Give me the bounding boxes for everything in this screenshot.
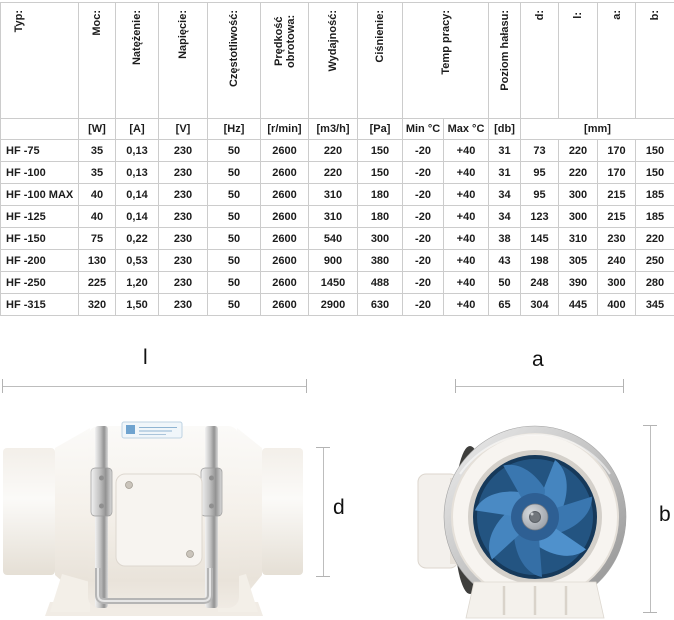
cell: 75 bbox=[79, 228, 116, 250]
unit-cell: Max °C bbox=[444, 119, 489, 140]
cell: 215 bbox=[598, 206, 636, 228]
cell: 1,20 bbox=[116, 272, 159, 294]
cell: 300 bbox=[559, 206, 598, 228]
cell: 1,50 bbox=[116, 294, 159, 316]
cell: 230 bbox=[159, 294, 208, 316]
cell: 180 bbox=[358, 184, 403, 206]
fan-front-view-image bbox=[408, 412, 658, 620]
cell: 50 bbox=[208, 184, 261, 206]
dim-line-a bbox=[455, 386, 624, 387]
cell: 250 bbox=[636, 250, 674, 272]
cell: 185 bbox=[636, 184, 674, 206]
cell: 380 bbox=[358, 250, 403, 272]
cell: +40 bbox=[444, 294, 489, 316]
cell: 220 bbox=[636, 228, 674, 250]
unit-cell: [W] bbox=[79, 119, 116, 140]
dim-tick bbox=[316, 447, 330, 448]
cell: 345 bbox=[636, 294, 674, 316]
cell: 2600 bbox=[261, 162, 309, 184]
table-row bbox=[1, 140, 674, 162]
unit-cell: [m3/h] bbox=[309, 119, 358, 140]
cell: 31 bbox=[489, 140, 521, 162]
cell: -20 bbox=[403, 250, 444, 272]
cell: 300 bbox=[598, 272, 636, 294]
unit-cell: [V] bbox=[159, 119, 208, 140]
cell: 230 bbox=[159, 228, 208, 250]
cell: 2600 bbox=[261, 272, 309, 294]
cell: 230 bbox=[159, 184, 208, 206]
cell: 35 bbox=[79, 140, 116, 162]
cell: 50 bbox=[208, 140, 261, 162]
cell: 215 bbox=[598, 184, 636, 206]
table-row bbox=[1, 162, 674, 184]
col-header-a: a: bbox=[598, 3, 636, 119]
cell: 95 bbox=[521, 162, 559, 184]
cell: 150 bbox=[358, 140, 403, 162]
cell: 540 bbox=[309, 228, 358, 250]
cell: 123 bbox=[521, 206, 559, 228]
cell: 0,14 bbox=[116, 206, 159, 228]
col-header-natezenie: Natężenie: bbox=[116, 3, 159, 119]
dim-label-b: b bbox=[659, 503, 671, 526]
cell: -20 bbox=[403, 184, 444, 206]
cell: 220 bbox=[559, 162, 598, 184]
cell: 0,22 bbox=[116, 228, 159, 250]
cell-typ: HF -75 bbox=[1, 140, 79, 162]
cell-typ: HF -200 bbox=[1, 250, 79, 272]
cell: 280 bbox=[636, 272, 674, 294]
dim-label-d: d bbox=[333, 496, 345, 519]
cell: 300 bbox=[358, 228, 403, 250]
cell: 220 bbox=[309, 162, 358, 184]
unit-cell-mm: [mm] bbox=[521, 119, 674, 140]
col-header-cisnienie: Ciśnienie: bbox=[358, 3, 403, 119]
cell: 230 bbox=[159, 140, 208, 162]
cell: +40 bbox=[444, 206, 489, 228]
col-header-b: b: bbox=[636, 3, 674, 119]
cell: 240 bbox=[598, 250, 636, 272]
cell: 170 bbox=[598, 140, 636, 162]
table-row bbox=[1, 272, 674, 294]
cell: 230 bbox=[159, 250, 208, 272]
cell: 34 bbox=[489, 206, 521, 228]
cell: 35 bbox=[79, 162, 116, 184]
cell: 95 bbox=[521, 184, 559, 206]
cell: 0,14 bbox=[116, 184, 159, 206]
cell: 305 bbox=[559, 250, 598, 272]
cell: 31 bbox=[489, 162, 521, 184]
cell: 230 bbox=[159, 206, 208, 228]
table-row bbox=[1, 206, 674, 228]
cell: 310 bbox=[309, 184, 358, 206]
cell: 0,13 bbox=[116, 140, 159, 162]
unit-cell-empty bbox=[1, 119, 79, 140]
dim-tick bbox=[2, 379, 3, 393]
col-header-typ: Typ: bbox=[1, 3, 79, 119]
cell: -20 bbox=[403, 272, 444, 294]
table-row bbox=[1, 294, 674, 316]
cell: 304 bbox=[521, 294, 559, 316]
cell: 38 bbox=[489, 228, 521, 250]
cell: 50 bbox=[208, 228, 261, 250]
cell: +40 bbox=[444, 162, 489, 184]
cell: 34 bbox=[489, 184, 521, 206]
spec-table bbox=[0, 2, 674, 316]
cell: 2600 bbox=[261, 206, 309, 228]
cell: 43 bbox=[489, 250, 521, 272]
cell: 40 bbox=[79, 206, 116, 228]
dim-label-l: l bbox=[143, 346, 148, 369]
unit-cell: [A] bbox=[116, 119, 159, 140]
cell-typ: HF -315 bbox=[1, 294, 79, 316]
cell: 40 bbox=[79, 184, 116, 206]
cell: 2900 bbox=[309, 294, 358, 316]
col-header-temp-pracy: Temp pracy: bbox=[403, 3, 489, 119]
cell: 145 bbox=[521, 228, 559, 250]
cell: 2600 bbox=[261, 184, 309, 206]
cell: 0,53 bbox=[116, 250, 159, 272]
cell: +40 bbox=[444, 140, 489, 162]
cell: 630 bbox=[358, 294, 403, 316]
cell: 225 bbox=[79, 272, 116, 294]
cell: 310 bbox=[309, 206, 358, 228]
cell: 50 bbox=[208, 206, 261, 228]
cell: 50 bbox=[489, 272, 521, 294]
cell: 50 bbox=[208, 294, 261, 316]
cell: 150 bbox=[636, 162, 674, 184]
fan-side-view-image bbox=[0, 412, 310, 620]
col-header-napiecie: Napięcie: bbox=[159, 3, 208, 119]
col-header-moc: Moc: bbox=[79, 3, 116, 119]
cell: 2600 bbox=[261, 140, 309, 162]
cell: 50 bbox=[208, 272, 261, 294]
cell: 900 bbox=[309, 250, 358, 272]
cell: -20 bbox=[403, 228, 444, 250]
units-row bbox=[1, 119, 674, 140]
cell: 390 bbox=[559, 272, 598, 294]
cell: -20 bbox=[403, 294, 444, 316]
dim-line-l bbox=[2, 386, 307, 387]
cell-typ: HF -100 MAX bbox=[1, 184, 79, 206]
cell: 150 bbox=[636, 140, 674, 162]
cell: 220 bbox=[309, 140, 358, 162]
dim-tick bbox=[623, 379, 624, 393]
col-header-d: d: bbox=[521, 3, 559, 119]
cell: -20 bbox=[403, 140, 444, 162]
cell: 320 bbox=[79, 294, 116, 316]
cell: 2600 bbox=[261, 250, 309, 272]
unit-cell: [Hz] bbox=[208, 119, 261, 140]
unit-cell: [r/min] bbox=[261, 119, 309, 140]
cell: 445 bbox=[559, 294, 598, 316]
cell: 50 bbox=[208, 250, 261, 272]
cell: 488 bbox=[358, 272, 403, 294]
cell: 50 bbox=[208, 162, 261, 184]
cell-typ: HF -250 bbox=[1, 272, 79, 294]
header-row bbox=[1, 3, 674, 119]
unit-cell: [db] bbox=[489, 119, 521, 140]
unit-cell: [Pa] bbox=[358, 119, 403, 140]
col-header-l: l: bbox=[559, 3, 598, 119]
cell: +40 bbox=[444, 184, 489, 206]
cell: 180 bbox=[358, 206, 403, 228]
dim-tick bbox=[643, 425, 657, 426]
table-row bbox=[1, 228, 674, 250]
cell: 230 bbox=[159, 162, 208, 184]
dim-line-b bbox=[650, 425, 651, 613]
dim-label-a: a bbox=[532, 348, 544, 371]
cell: +40 bbox=[444, 250, 489, 272]
cell: 220 bbox=[559, 140, 598, 162]
table-row bbox=[1, 184, 674, 206]
cell: 65 bbox=[489, 294, 521, 316]
dim-line-d bbox=[323, 447, 324, 577]
dim-tick bbox=[306, 379, 307, 393]
col-header-czestotliwosc: Częstotliwość: bbox=[208, 3, 261, 119]
cell: 248 bbox=[521, 272, 559, 294]
cell: 0,13 bbox=[116, 162, 159, 184]
cell: 73 bbox=[521, 140, 559, 162]
cell: 300 bbox=[559, 184, 598, 206]
unit-cell: Min °C bbox=[403, 119, 444, 140]
dim-tick bbox=[316, 576, 330, 577]
cell: 130 bbox=[79, 250, 116, 272]
cell: 185 bbox=[636, 206, 674, 228]
cell: -20 bbox=[403, 162, 444, 184]
col-header-predkosc: Prędkość obrotowa: bbox=[261, 3, 309, 119]
cell-typ: HF -100 bbox=[1, 162, 79, 184]
cell: 2600 bbox=[261, 294, 309, 316]
cell: +40 bbox=[444, 272, 489, 294]
cell: 230 bbox=[598, 228, 636, 250]
cell: 400 bbox=[598, 294, 636, 316]
cell: 310 bbox=[559, 228, 598, 250]
cell: 230 bbox=[159, 272, 208, 294]
dim-tick bbox=[455, 379, 456, 393]
cell: 1450 bbox=[309, 272, 358, 294]
cell-typ: HF -150 bbox=[1, 228, 79, 250]
col-header-poziom-halasu: Poziom hałasu: bbox=[489, 3, 521, 119]
dim-tick bbox=[643, 612, 657, 613]
cell-typ: HF -125 bbox=[1, 206, 79, 228]
cell: 170 bbox=[598, 162, 636, 184]
cell: 2600 bbox=[261, 228, 309, 250]
col-header-wydajnosc: Wydajność: bbox=[309, 3, 358, 119]
cell: 150 bbox=[358, 162, 403, 184]
cell: 198 bbox=[521, 250, 559, 272]
table-row bbox=[1, 250, 674, 272]
cell: +40 bbox=[444, 228, 489, 250]
cell: -20 bbox=[403, 206, 444, 228]
